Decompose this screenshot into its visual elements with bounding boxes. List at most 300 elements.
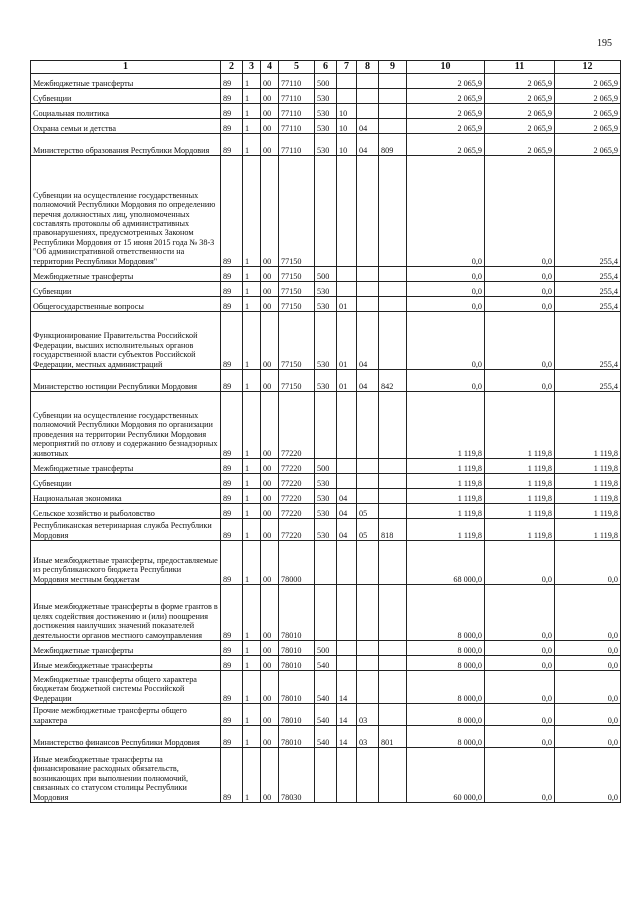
ministry-code-cell: 89: [221, 370, 243, 392]
amount-year-1-cell: 2 065,9: [407, 119, 485, 134]
row-name-cell: Межбюджетные трансферты: [31, 459, 221, 474]
table-row: [31, 312, 621, 370]
section-code-cell: 1: [243, 74, 261, 89]
amount-year-3-cell: 2 065,9: [555, 74, 621, 89]
program-code-cell: 00: [261, 297, 279, 312]
amount-year-1-cell: 2 065,9: [407, 74, 485, 89]
department-code-cell: [379, 748, 407, 803]
table-row: [31, 671, 621, 704]
department-code-cell: [379, 585, 407, 641]
row-name-cell: Национальная экономика: [31, 489, 221, 504]
ministry-code-cell: 89: [221, 519, 243, 541]
amount-year-2-cell: 1 119,8: [485, 392, 555, 459]
section-code-cell: 1: [243, 156, 261, 267]
ministry-code-cell: 89: [221, 89, 243, 104]
section-cell: [337, 459, 357, 474]
ministry-code-cell: 89: [221, 489, 243, 504]
program-code-cell: 00: [261, 370, 279, 392]
ministry-code-cell: 89: [221, 656, 243, 671]
row-name-cell: Министерство финансов Республики Мордовия: [31, 726, 221, 748]
expense-code-cell: 78010: [279, 726, 315, 748]
subsection-cell: 04: [357, 119, 379, 134]
section-code-cell: 1: [243, 748, 261, 803]
table-row: [31, 489, 621, 504]
expense-type-cell: 530: [315, 104, 337, 119]
department-code-cell: 801: [379, 726, 407, 748]
ministry-code-cell: 89: [221, 748, 243, 803]
section-cell: [337, 641, 357, 656]
amount-year-3-cell: 0,0: [555, 748, 621, 803]
amount-year-3-cell: 2 065,9: [555, 89, 621, 104]
subsection-cell: [357, 748, 379, 803]
table-row: [31, 704, 621, 726]
column-header-4: 4: [261, 61, 279, 74]
ministry-code-cell: 89: [221, 104, 243, 119]
section-code-cell: 1: [243, 585, 261, 641]
table-row: [31, 748, 621, 803]
expense-code-cell: 77150: [279, 282, 315, 297]
subsection-cell: [357, 541, 379, 585]
subsection-cell: 05: [357, 504, 379, 519]
expense-type-cell: 530: [315, 119, 337, 134]
amount-year-1-cell: 8 000,0: [407, 704, 485, 726]
column-header-10: 10: [407, 61, 485, 74]
amount-year-2-cell: 0,0: [485, 156, 555, 267]
table-row: [31, 726, 621, 748]
table-row: [31, 267, 621, 282]
column-header-3: 3: [243, 61, 261, 74]
row-name-cell: Субвенции: [31, 89, 221, 104]
expense-type-cell: 530: [315, 282, 337, 297]
subsection-cell: [357, 474, 379, 489]
department-code-cell: [379, 671, 407, 704]
table-row: [31, 104, 621, 119]
department-code-cell: [379, 474, 407, 489]
table-row: [31, 89, 621, 104]
amount-year-3-cell: 0,0: [555, 704, 621, 726]
expense-type-cell: 530: [315, 519, 337, 541]
expense-code-cell: 78010: [279, 671, 315, 704]
column-header-9: 9: [379, 61, 407, 74]
department-code-cell: [379, 541, 407, 585]
amount-year-2-cell: 0,0: [485, 748, 555, 803]
expense-code-cell: 77150: [279, 297, 315, 312]
section-cell: [337, 474, 357, 489]
amount-year-2-cell: 2 065,9: [485, 134, 555, 156]
program-code-cell: 00: [261, 134, 279, 156]
section-code-cell: 1: [243, 726, 261, 748]
amount-year-2-cell: 0,0: [485, 267, 555, 282]
program-code-cell: 00: [261, 519, 279, 541]
amount-year-1-cell: 8 000,0: [407, 726, 485, 748]
expense-code-cell: 78010: [279, 704, 315, 726]
row-name-cell: Межбюджетные трансферты общего характера бюджетам бюджетной системы Российской Федерации: [31, 671, 221, 704]
expense-code-cell: 77220: [279, 519, 315, 541]
row-name-cell: Прочие межбюджетные трансферты общего характера: [31, 704, 221, 726]
amount-year-2-cell: 0,0: [485, 704, 555, 726]
expense-code-cell: 78010: [279, 585, 315, 641]
section-code-cell: 1: [243, 474, 261, 489]
section-code-cell: 1: [243, 656, 261, 671]
row-name-cell: Социальная политика: [31, 104, 221, 119]
ministry-code-cell: 89: [221, 297, 243, 312]
section-code-cell: 1: [243, 104, 261, 119]
amount-year-2-cell: 0,0: [485, 541, 555, 585]
expense-code-cell: 78000: [279, 541, 315, 585]
expense-code-cell: 77110: [279, 119, 315, 134]
program-code-cell: 00: [261, 282, 279, 297]
column-header-12: 12: [555, 61, 621, 74]
expense-type-cell: [315, 585, 337, 641]
amount-year-2-cell: 2 065,9: [485, 119, 555, 134]
section-code-cell: 1: [243, 297, 261, 312]
section-cell: 04: [337, 489, 357, 504]
section-code-cell: 1: [243, 312, 261, 370]
amount-year-2-cell: 1 119,8: [485, 489, 555, 504]
expense-type-cell: 540: [315, 726, 337, 748]
subsection-cell: 04: [357, 370, 379, 392]
section-cell: 10: [337, 134, 357, 156]
table-row: [31, 504, 621, 519]
amount-year-3-cell: 0,0: [555, 585, 621, 641]
department-code-cell: [379, 156, 407, 267]
expense-type-cell: [315, 541, 337, 585]
section-code-cell: 1: [243, 704, 261, 726]
amount-year-2-cell: 0,0: [485, 656, 555, 671]
department-code-cell: 818: [379, 519, 407, 541]
department-code-cell: [379, 104, 407, 119]
ministry-code-cell: 89: [221, 392, 243, 459]
amount-year-2-cell: 2 065,9: [485, 74, 555, 89]
subsection-cell: [357, 89, 379, 104]
table-row: [31, 459, 621, 474]
section-cell: 04: [337, 504, 357, 519]
row-name-cell: Иные межбюджетные трансферты на финансирование расходных обязательств, возникающих при выполнении полномочий, связанных со статусом столицы Республики Мордовия: [31, 748, 221, 803]
table-row: [31, 297, 621, 312]
section-cell: [337, 541, 357, 585]
amount-year-3-cell: 0,0: [555, 671, 621, 704]
subsection-cell: [357, 156, 379, 267]
program-code-cell: 00: [261, 704, 279, 726]
subsection-cell: [357, 459, 379, 474]
expense-type-cell: 500: [315, 641, 337, 656]
subsection-cell: 04: [357, 312, 379, 370]
section-cell: [337, 74, 357, 89]
section-cell: [337, 89, 357, 104]
amount-year-1-cell: 1 119,8: [407, 519, 485, 541]
program-code-cell: 00: [261, 312, 279, 370]
section-code-cell: 1: [243, 504, 261, 519]
subsection-cell: 05: [357, 519, 379, 541]
section-code-cell: 1: [243, 641, 261, 656]
row-name-cell: Иные межбюджетные трансферты: [31, 656, 221, 671]
department-code-cell: [379, 312, 407, 370]
program-code-cell: 00: [261, 89, 279, 104]
ministry-code-cell: 89: [221, 134, 243, 156]
ministry-code-cell: 89: [221, 312, 243, 370]
row-name-cell: Иные межбюджетные трансферты, предоставляемые из республиканского бюджета Республики Мордовия местным бюджетам: [31, 541, 221, 585]
department-code-cell: [379, 89, 407, 104]
amount-year-2-cell: 0,0: [485, 726, 555, 748]
section-cell: 14: [337, 704, 357, 726]
expense-code-cell: 77110: [279, 104, 315, 119]
expense-type-cell: 530: [315, 504, 337, 519]
table-row: [31, 74, 621, 89]
amount-year-1-cell: 2 065,9: [407, 134, 485, 156]
amount-year-3-cell: 1 119,8: [555, 392, 621, 459]
row-name-cell: Межбюджетные трансферты: [31, 641, 221, 656]
ministry-code-cell: 89: [221, 267, 243, 282]
amount-year-3-cell: 0,0: [555, 726, 621, 748]
expense-type-cell: 530: [315, 489, 337, 504]
amount-year-3-cell: 1 119,8: [555, 459, 621, 474]
table-row: [31, 541, 621, 585]
amount-year-2-cell: 1 119,8: [485, 459, 555, 474]
page-number: 195: [597, 38, 612, 49]
expense-type-cell: 530: [315, 134, 337, 156]
amount-year-2-cell: 1 119,8: [485, 519, 555, 541]
subsection-cell: [357, 392, 379, 459]
section-cell: [337, 748, 357, 803]
section-code-cell: 1: [243, 282, 261, 297]
expense-type-cell: 530: [315, 312, 337, 370]
amount-year-2-cell: 2 065,9: [485, 89, 555, 104]
amount-year-1-cell: 8 000,0: [407, 656, 485, 671]
expense-type-cell: 540: [315, 704, 337, 726]
amount-year-1-cell: 2 065,9: [407, 104, 485, 119]
ministry-code-cell: 89: [221, 474, 243, 489]
expense-code-cell: 77110: [279, 134, 315, 156]
program-code-cell: 00: [261, 392, 279, 459]
section-code-cell: 1: [243, 134, 261, 156]
amount-year-3-cell: 2 065,9: [555, 119, 621, 134]
subsection-cell: [357, 489, 379, 504]
section-code-cell: 1: [243, 489, 261, 504]
column-header-8: 8: [357, 61, 379, 74]
table-row: [31, 156, 621, 267]
amount-year-2-cell: 0,0: [485, 370, 555, 392]
amount-year-3-cell: 1 119,8: [555, 519, 621, 541]
ministry-code-cell: 89: [221, 726, 243, 748]
amount-year-1-cell: 8 000,0: [407, 585, 485, 641]
subsection-cell: [357, 74, 379, 89]
expense-type-cell: 500: [315, 74, 337, 89]
amount-year-2-cell: 1 119,8: [485, 504, 555, 519]
table-row: [31, 282, 621, 297]
expense-code-cell: 77150: [279, 267, 315, 282]
row-name-cell: Межбюджетные трансферты: [31, 74, 221, 89]
ministry-code-cell: 89: [221, 119, 243, 134]
subsection-cell: [357, 297, 379, 312]
amount-year-3-cell: 0,0: [555, 641, 621, 656]
department-code-cell: [379, 641, 407, 656]
amount-year-1-cell: 0,0: [407, 297, 485, 312]
amount-year-1-cell: 0,0: [407, 156, 485, 267]
subsection-cell: 03: [357, 704, 379, 726]
program-code-cell: 00: [261, 267, 279, 282]
amount-year-1-cell: 0,0: [407, 267, 485, 282]
department-code-cell: [379, 704, 407, 726]
section-cell: [337, 282, 357, 297]
table-row: [31, 370, 621, 392]
program-code-cell: 00: [261, 585, 279, 641]
amount-year-3-cell: 2 065,9: [555, 104, 621, 119]
subsection-cell: [357, 656, 379, 671]
amount-year-1-cell: 8 000,0: [407, 671, 485, 704]
row-name-cell: Министерство образования Республики Мордовия: [31, 134, 221, 156]
amount-year-3-cell: 255,4: [555, 370, 621, 392]
subsection-cell: [357, 267, 379, 282]
row-name-cell: Сельское хозяйство и рыболовство: [31, 504, 221, 519]
row-name-cell: Охрана семьи и детства: [31, 119, 221, 134]
amount-year-1-cell: 60 000,0: [407, 748, 485, 803]
expense-type-cell: [315, 392, 337, 459]
amount-year-3-cell: 1 119,8: [555, 474, 621, 489]
ministry-code-cell: 89: [221, 282, 243, 297]
subsection-cell: 04: [357, 134, 379, 156]
table-row: [31, 134, 621, 156]
department-code-cell: [379, 656, 407, 671]
section-cell: 01: [337, 312, 357, 370]
program-code-cell: 00: [261, 474, 279, 489]
section-code-cell: 1: [243, 541, 261, 585]
section-code-cell: 1: [243, 370, 261, 392]
expense-type-cell: 540: [315, 671, 337, 704]
column-header-11: 11: [485, 61, 555, 74]
amount-year-3-cell: 255,4: [555, 297, 621, 312]
expense-code-cell: 77220: [279, 504, 315, 519]
ministry-code-cell: 89: [221, 74, 243, 89]
section-cell: [337, 656, 357, 671]
section-cell: 14: [337, 726, 357, 748]
amount-year-2-cell: 0,0: [485, 671, 555, 704]
section-code-cell: 1: [243, 392, 261, 459]
column-header-1: 1: [31, 61, 221, 74]
table-row: [31, 519, 621, 541]
row-name-cell: Субвенции на осуществление государственных полномочий Республики Мордовия по организации проведения на территории Республики Мордовия мероприятий по отлову и содержанию безнадзорных животных: [31, 392, 221, 459]
expense-code-cell: 77150: [279, 370, 315, 392]
program-code-cell: 00: [261, 489, 279, 504]
section-cell: 01: [337, 297, 357, 312]
expense-code-cell: 77220: [279, 459, 315, 474]
section-cell: [337, 267, 357, 282]
amount-year-2-cell: 1 119,8: [485, 474, 555, 489]
expense-code-cell: 78030: [279, 748, 315, 803]
expense-code-cell: 77220: [279, 489, 315, 504]
amount-year-2-cell: 2 065,9: [485, 104, 555, 119]
amount-year-3-cell: 1 119,8: [555, 504, 621, 519]
expense-code-cell: 77220: [279, 392, 315, 459]
program-code-cell: 00: [261, 726, 279, 748]
expense-code-cell: 78010: [279, 656, 315, 671]
ministry-code-cell: 89: [221, 704, 243, 726]
amount-year-2-cell: 0,0: [485, 312, 555, 370]
amount-year-1-cell: 1 119,8: [407, 459, 485, 474]
expense-code-cell: 77150: [279, 312, 315, 370]
amount-year-1-cell: 68 000,0: [407, 541, 485, 585]
section-code-cell: 1: [243, 459, 261, 474]
section-cell: 04: [337, 519, 357, 541]
section-cell: 10: [337, 104, 357, 119]
expense-code-cell: 77110: [279, 74, 315, 89]
column-header-5: 5: [279, 61, 315, 74]
expense-type-cell: 530: [315, 370, 337, 392]
program-code-cell: 00: [261, 671, 279, 704]
row-name-cell: Министерство юстиции Республики Мордовия: [31, 370, 221, 392]
program-code-cell: 00: [261, 641, 279, 656]
expense-type-cell: 540: [315, 656, 337, 671]
expense-code-cell: 77220: [279, 474, 315, 489]
ministry-code-cell: 89: [221, 585, 243, 641]
subsection-cell: [357, 641, 379, 656]
program-code-cell: 00: [261, 156, 279, 267]
row-name-cell: Межбюджетные трансферты: [31, 267, 221, 282]
department-code-cell: 809: [379, 134, 407, 156]
section-cell: 14: [337, 671, 357, 704]
program-code-cell: 00: [261, 104, 279, 119]
row-name-cell: Общегосударственные вопросы: [31, 297, 221, 312]
table-row: [31, 392, 621, 459]
column-header-2: 2: [221, 61, 243, 74]
amount-year-3-cell: 255,4: [555, 282, 621, 297]
program-code-cell: 00: [261, 656, 279, 671]
amount-year-1-cell: 0,0: [407, 370, 485, 392]
department-code-cell: [379, 119, 407, 134]
section-code-cell: 1: [243, 89, 261, 104]
department-code-cell: [379, 267, 407, 282]
ministry-code-cell: 89: [221, 541, 243, 585]
expense-code-cell: 77150: [279, 156, 315, 267]
row-name-cell: Субвенции на осуществление государственных полномочий Республики Мордовия по определению перечня должностных лиц, уполномоченных составлять протоколы об административных правонарушениях, предусмотренных Законом Республики Мордовия от 15 июня 2015 года № 38-З "Об административной ответственности на территории Республики Мордовия": [31, 156, 221, 267]
amount-year-2-cell: 0,0: [485, 297, 555, 312]
table-row: [31, 474, 621, 489]
column-header-6: 6: [315, 61, 337, 74]
subsection-cell: 03: [357, 726, 379, 748]
section-cell: 10: [337, 119, 357, 134]
amount-year-1-cell: 0,0: [407, 282, 485, 297]
column-header-7: 7: [337, 61, 357, 74]
amount-year-1-cell: 1 119,8: [407, 392, 485, 459]
expense-type-cell: 530: [315, 297, 337, 312]
amount-year-3-cell: 1 119,8: [555, 489, 621, 504]
program-code-cell: 00: [261, 74, 279, 89]
table-row: [31, 585, 621, 641]
table-body: [31, 74, 621, 803]
expense-type-cell: 500: [315, 459, 337, 474]
section-code-cell: 1: [243, 119, 261, 134]
expense-type-cell: [315, 748, 337, 803]
program-code-cell: 00: [261, 459, 279, 474]
amount-year-1-cell: 8 000,0: [407, 641, 485, 656]
table-row: [31, 119, 621, 134]
amount-year-1-cell: 0,0: [407, 312, 485, 370]
department-code-cell: [379, 282, 407, 297]
department-code-cell: [379, 297, 407, 312]
subsection-cell: [357, 585, 379, 641]
program-code-cell: 00: [261, 504, 279, 519]
expense-type-cell: 530: [315, 89, 337, 104]
amount-year-3-cell: 255,4: [555, 156, 621, 267]
section-code-cell: 1: [243, 267, 261, 282]
section-cell: [337, 392, 357, 459]
amount-year-3-cell: 2 065,9: [555, 134, 621, 156]
ministry-code-cell: 89: [221, 459, 243, 474]
department-code-cell: [379, 392, 407, 459]
expense-type-cell: 500: [315, 267, 337, 282]
expense-code-cell: 78010: [279, 641, 315, 656]
amount-year-3-cell: 255,4: [555, 267, 621, 282]
department-code-cell: [379, 504, 407, 519]
